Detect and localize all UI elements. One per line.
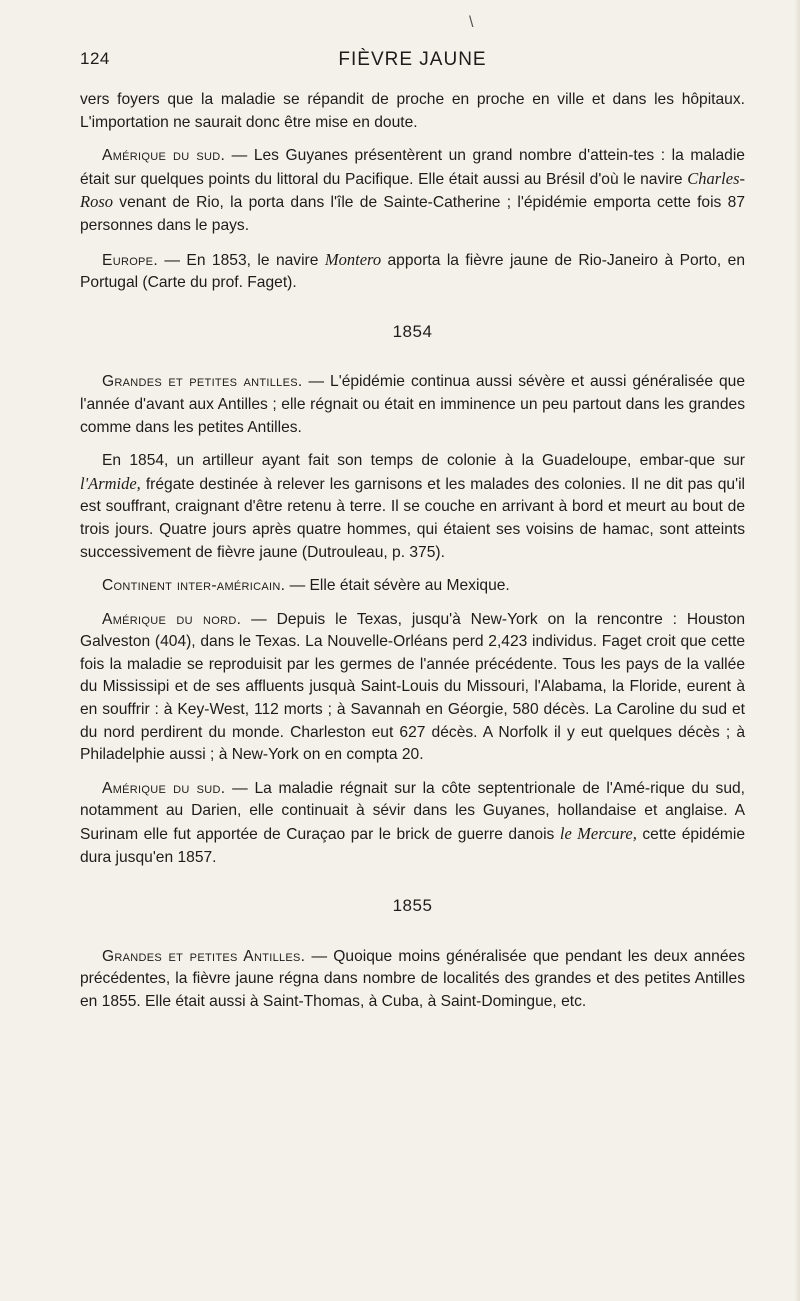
section-lead: Continent inter-américain. <box>102 577 286 595</box>
ship-name: le Mercure, <box>559 824 637 844</box>
section-lead: Grandes et petites Antilles. <box>102 947 306 965</box>
paragraph-europe: Europe. — En 1853, le navire Montero apporta la fièvre jaune de Rio-Janeiro à Porto, en Portugal (Carte du prof. Faget). <box>80 249 745 292</box>
body-text <box>80 89 745 1025</box>
paragraph-continent-inter-americain: Continent inter-américain. — Elle était sévère au Mexique. <box>102 577 510 595</box>
section-lead: Amérique du sud. <box>102 779 226 797</box>
paragraph-antilles-1855: Grandes et petites Antilles. — Quoique moins généralisée que pendant les deux années précédentes, la fièvre jaune régna dans nombre de localités des grandes et des petites Antilles en 1855. Elle était aussi à Saint-Thomas, à Cuba, à Saint-Domingue, etc. <box>80 947 745 1010</box>
running-title: FIÈVRE JAUNE <box>338 49 487 70</box>
paragraph-continuation: vers foyers que la maladie se répandit de proche en proche en ville et dans les hôpitaux. L'importation ne saurait donc être mise en doute. <box>80 91 745 131</box>
ship-name: Charles-Roso <box>80 168 745 212</box>
ship-name: l'Armide, <box>80 473 141 493</box>
paragraph-amerique-du-sud-1854: Amérique du sud. — La maladie régnait sur la côte septentrionale de l'Amé-rique du sud, notamment au Darien, elle continuait à sévir dans les Guyanes, hollandaise et anglaise. A Surinam elle fut apportée de Curaçao par le brick de guerre danois le Mercure, cette épidémie dura jusqu'en 1857. <box>80 779 745 866</box>
page-number: 124 <box>80 49 110 68</box>
year-heading-1855: 1855 <box>392 896 433 916</box>
margin-mark: \ <box>469 14 474 31</box>
section-lead: Amérique du nord. <box>102 610 242 628</box>
page-header <box>80 49 745 73</box>
paragraph-antilles-1854: Grandes et petites antilles. — L'épidémie continua aussi sévère et aussi généralisée que l'année d'avant aux Antilles ; elle régnait ou était en imminence un peu partout dans les grandes comme dans les petites Antilles. <box>80 373 745 436</box>
section-lead: Europe. <box>102 251 158 269</box>
section-lead: Amérique du sud. <box>102 147 226 165</box>
ship-name: Montero <box>324 249 382 269</box>
paragraph-amerique-du-nord: Amérique du nord. — Depuis le Texas, jusqu'à New-York on la rencontre : Houston Galveston (404), dans le Texas. La Nouvelle-Orléans perd 2,423 individus. Faget croit que cette fois la maladie se reproduisit par les germes de l'année précédente. Tous les pays de la vallée du Mississipi et de ses affluents jusquà Saint-Louis du Missouri, l'Alabama, la Floride, eurent à en souffrir : à Key-West, 112 morts ; à Savannah en Géorgie, 580 décès. La Caroline du sud et du nord perdirent du monde. Charleston eut 627 décès. A Norfolk il y eut quelques décès ; à Philadelphie aussi ; à New-York on en compta 20. <box>80 610 745 764</box>
page-edge-shadow <box>794 0 800 1301</box>
section-lead: Grandes et petites antilles. <box>102 373 303 391</box>
paragraph-amerique-du-sud-1853: Amérique du sud. — Les Guyanes présentèrent un grand nombre d'attein-tes : la maladie était sur quelques points du littoral du Pacifique. Elle était aussi au Brésil d'où le navire Charles-Roso venant de Rio, la porta dans l'île de Sainte-Catherine ; l'épidémie emporta cette fois 87 personnes dans le pays. <box>80 147 745 234</box>
year-heading-1854: 1854 <box>392 321 433 341</box>
paragraph-artilleur: En 1854, un artilleur ayant fait son temps de colonie à la Guadeloupe, embar-que sur l'Armide, frégate destinée à relever les garnisons et les malades des colonies. Il ne dit pas qu'il est souffrant, craignant d'être retenu à terre. Il se couche en arrivant à bord et meurt au bout de trois jours. Quatre jours après quatre hommes, qui étaient ses voisins de hamac, sont atteints successivement de fièvre jaune (Dutrouleau, p. 375). <box>80 452 745 561</box>
